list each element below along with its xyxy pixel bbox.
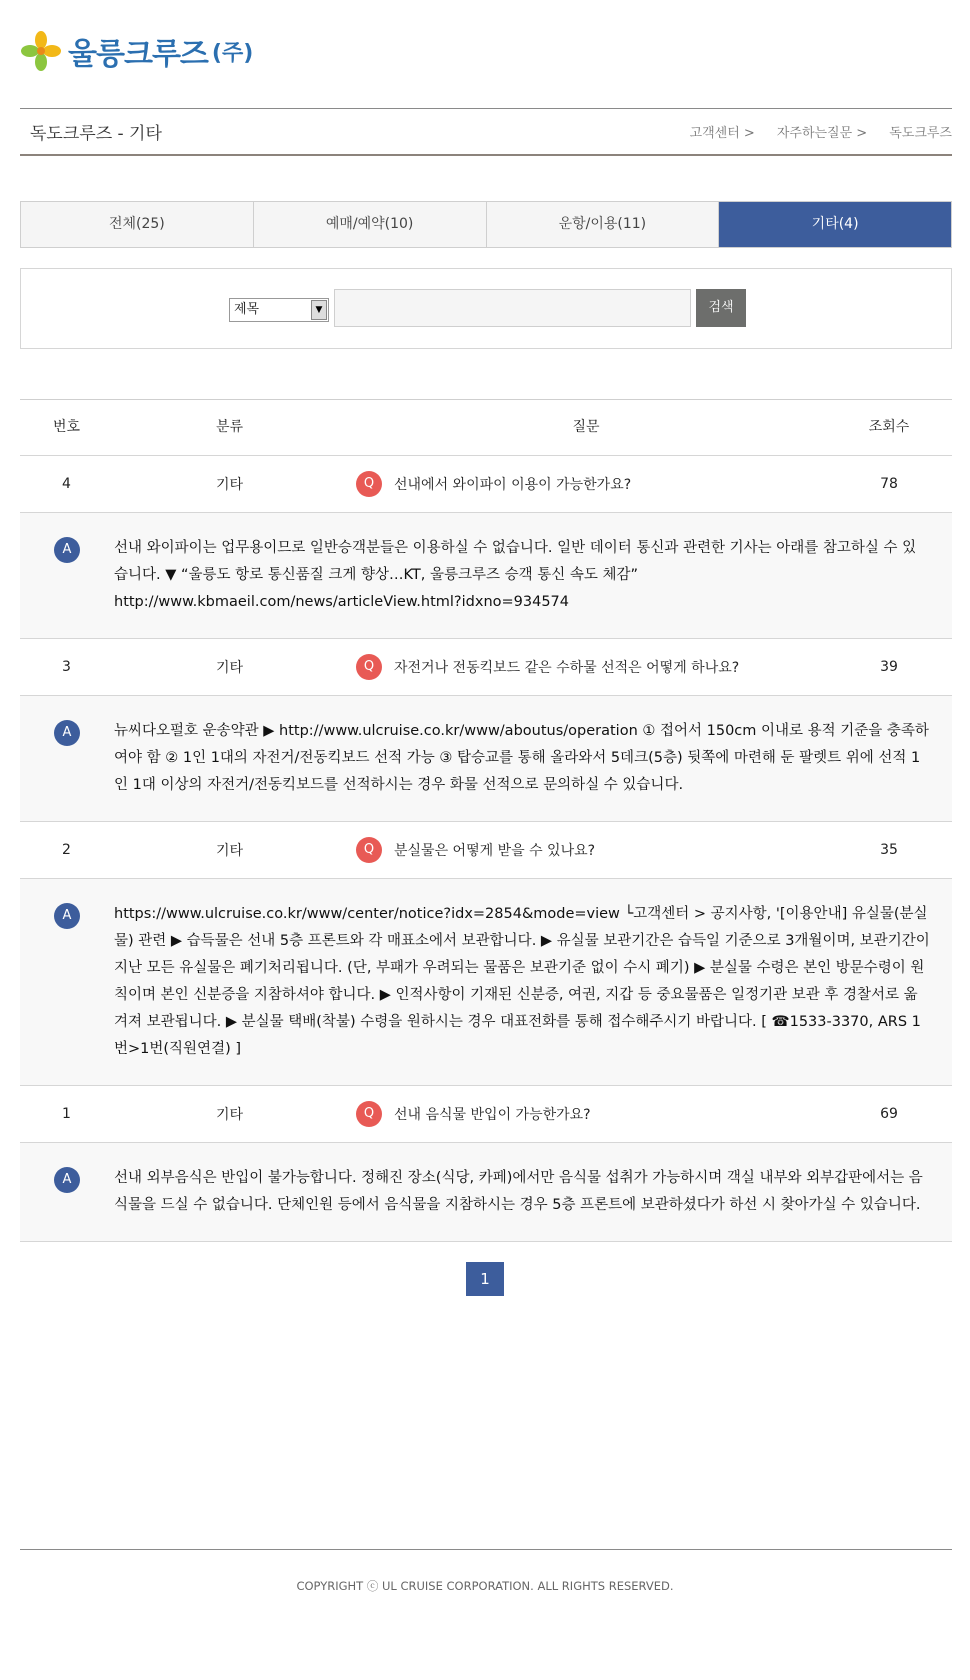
category-tabs bbox=[20, 201, 952, 248]
tab-operation[interactable]: 운항/이용(11) bbox=[487, 202, 720, 247]
question-row[interactable] bbox=[20, 1086, 952, 1143]
answer-row bbox=[20, 1143, 952, 1242]
answer-text: 뉴씨다오펄호 운송약관 ▶ http://www.ulcruise.co.kr/www/aboutus/operation ① 접어서 150cm 이내로 용적 기준을 충족하여야 함 ② 1인 1대의 자전거/전동킥보드 선적 가능 ③ 탑승교를 통해 올라와서 5데크(5층) 뒷쪽에 마련해 둔 팔렛트 위에 선적 1인 1대 이상의 자전거/전동킥보드를 선적하시는 경우 화물 선적으로 문의하실 수 있습니다. bbox=[114, 723, 929, 793]
row-question[interactable] bbox=[346, 1101, 826, 1127]
page-button-current[interactable]: 1 bbox=[466, 1262, 504, 1296]
row-question[interactable] bbox=[346, 471, 826, 497]
answer-text: 선내 외부음식은 반입이 불가능합니다. 정해진 장소(식당, 카페)에서만 음식물 섭취가 가능하시며 객실 내부와 외부갑판에서는 음식물을 드실 수 없습니다. 단체인원 등에서 음식물을 지참하시는 경우 5층 프론트에 보관하셨다가 하선 시 찾아가실 수 있습니다. bbox=[114, 1170, 923, 1213]
row-no: 4 bbox=[62, 476, 71, 492]
breadcrumb-dokdo-cruise[interactable]: 독도크루즈 bbox=[889, 126, 952, 141]
question-text: 분실물은 어떻게 받을 수 있나요? bbox=[394, 843, 596, 859]
tab-booking[interactable]: 예매/예약(10) bbox=[254, 202, 487, 247]
row-category: 기타 bbox=[215, 843, 244, 859]
question-icon: Q bbox=[356, 654, 382, 680]
title-bar bbox=[20, 108, 952, 156]
answer-text: 선내 와이파이는 업무용이므로 일반승객분들은 이용하실 수 없습니다. 일반 데이터 통신과 관련한 기사는 아래를 참고하실 수 있습니다. ▼ “울릉도 항로 통신품질 크게 향상…KT, 울릉크루즈 승객 통신 속도 체감” http://www.kbmaeil.com/news/articleView.html?idxno=934574 bbox=[114, 540, 917, 610]
search-field-value: 제목 bbox=[234, 302, 260, 317]
row-category: 기타 bbox=[215, 1107, 244, 1123]
faq-table bbox=[20, 399, 952, 1242]
question-icon: Q bbox=[356, 837, 382, 863]
answer-row bbox=[20, 696, 952, 822]
header-question: 질문 bbox=[572, 419, 600, 435]
answer-icon: A bbox=[54, 720, 80, 746]
breadcrumb-customer-center[interactable]: 고객센터 > bbox=[689, 126, 755, 141]
tab-etc[interactable]: 기타(4) bbox=[719, 202, 951, 247]
footer-divider bbox=[20, 1549, 952, 1550]
logo[interactable] bbox=[20, 30, 253, 72]
answer-text: https://www.ulcruise.co.kr/www/center/notice?idx=2854&mode=view └고객센터 > 공지사항, '[이용안내] 유실물(분실물) 관련 ▶ 습득물은 선내 5층 프론트와 각 매표소에서 보관합니다. ▶ 유실물 보관기간은 습득일 기준으로 3개월이며, 보관기간이 지난 모든 유실물은 폐기처리됩니다. (단, 부패가 우려되는 물품은 보관기준 없이 수시 폐기) ▶ 분실물 수령은 본인 방문수령이 원칙이며 본인 신분증을 지참하셔야 합니다. ▶ 인적사항이 기재된 신분증, 여권, 지갑 등 중요물품은 일정기관 보관 후 경찰서로 옮겨져 보관됩니다. ▶ 분실물 택배(착불) 수령을 원하시는 경우 대표전화를 통해 접수해주시기 바랍니다. [ ☎1533-3370, ARS 1번>1번(직원연결) ] bbox=[114, 906, 930, 1057]
logo-text: 울릉크루즈 bbox=[68, 37, 208, 72]
logo-suffix: (주) bbox=[211, 40, 254, 66]
row-no: 1 bbox=[62, 1106, 71, 1122]
row-category: 기타 bbox=[215, 660, 244, 676]
row-views: 69 bbox=[880, 1106, 898, 1122]
question-text: 선내 음식물 반입이 가능한가요? bbox=[394, 1107, 591, 1123]
search-box bbox=[20, 268, 952, 349]
question-text: 선내에서 와이파이 이용이 가능한가요? bbox=[394, 477, 632, 493]
clover-logo-icon bbox=[20, 30, 62, 72]
search-input[interactable] bbox=[334, 289, 691, 327]
row-no: 3 bbox=[62, 659, 71, 675]
row-views: 35 bbox=[880, 842, 898, 858]
search-button[interactable]: 검색 bbox=[696, 289, 746, 327]
row-category: 기타 bbox=[215, 477, 244, 493]
header-category: 분류 bbox=[215, 419, 244, 435]
question-icon: Q bbox=[356, 471, 382, 497]
answer-row bbox=[20, 879, 952, 1086]
header-no: 번호 bbox=[52, 419, 81, 435]
answer-row bbox=[20, 513, 952, 639]
header-views: 조회수 bbox=[868, 419, 910, 435]
answer-icon: A bbox=[54, 1167, 80, 1193]
breadcrumb-faq[interactable]: 자주하는질문 > bbox=[776, 126, 868, 141]
question-row[interactable] bbox=[20, 456, 952, 513]
question-row[interactable] bbox=[20, 639, 952, 696]
page-title: 독도크루즈 - 기타 bbox=[30, 124, 162, 144]
search-field-select[interactable] bbox=[229, 298, 329, 322]
table-header bbox=[20, 400, 952, 456]
row-views: 78 bbox=[880, 476, 898, 492]
question-icon: Q bbox=[356, 1101, 382, 1127]
row-no: 2 bbox=[62, 842, 71, 858]
row-question[interactable] bbox=[346, 654, 826, 680]
answer-icon: A bbox=[54, 537, 80, 563]
chevron-down-icon: ▼ bbox=[311, 300, 327, 320]
question-text: 자전거나 전동킥보드 같은 수하물 선적은 어떻게 하나요? bbox=[394, 660, 740, 676]
question-row[interactable] bbox=[20, 822, 952, 879]
copyright: COPYRIGHT ⓒ UL CRUISE CORPORATION. ALL RIGHTS RESERVED. bbox=[296, 1579, 674, 1593]
breadcrumb bbox=[668, 122, 952, 141]
row-question[interactable] bbox=[346, 837, 826, 863]
tab-all[interactable]: 전체(25) bbox=[21, 202, 254, 247]
row-views: 39 bbox=[880, 659, 898, 675]
answer-icon: A bbox=[54, 903, 80, 929]
